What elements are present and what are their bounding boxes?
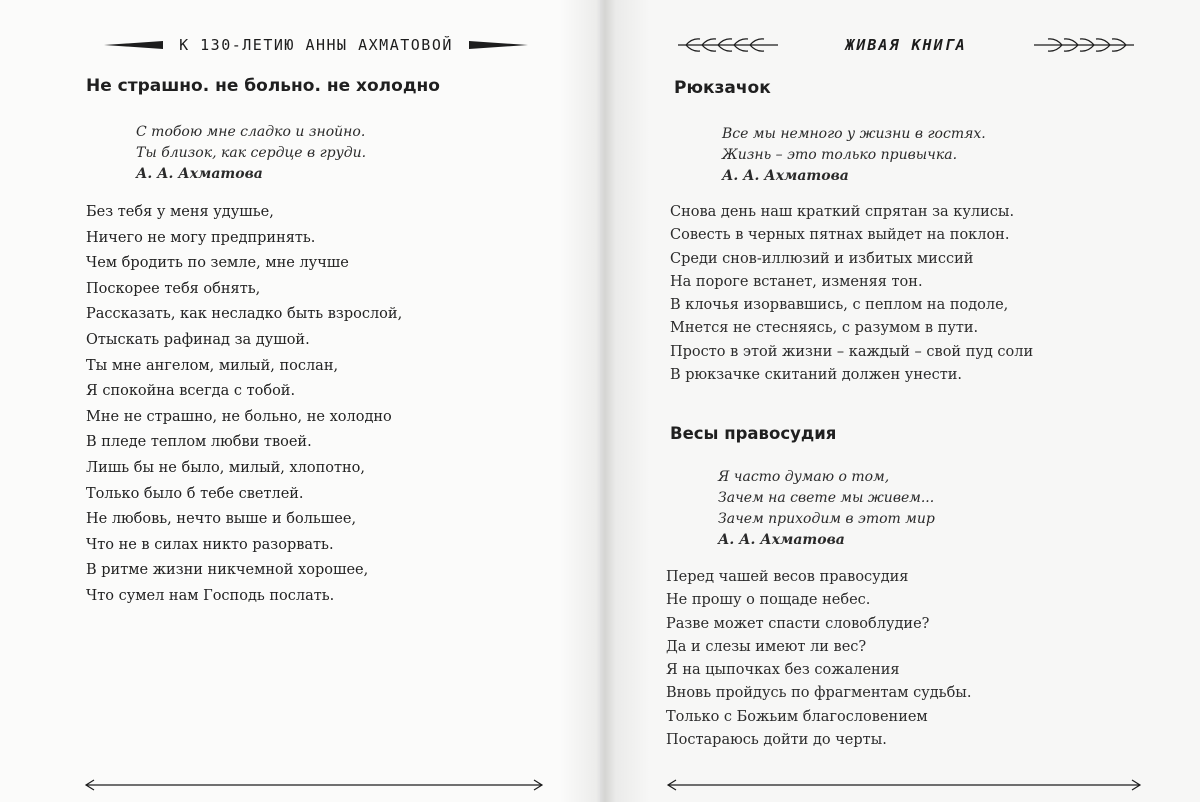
epigraph [718,467,935,551]
poem-line: На пороге встанет, изменяя тон. [670,273,923,290]
poem-line: Вновь пройдусь по фрагментам судьбы. [666,685,972,702]
poem-line: В ритме жизни никчемной хорошее, [86,562,369,579]
left-header-title: К 130-ЛЕТИЮ АННЫ АХМАТОВОЙ [179,36,453,54]
poem-line: Постараюсь дойти до черты. [666,732,887,749]
tapered-bar-right-icon [469,38,528,52]
epigraph-line: Ты близок, как сердце в груди. [136,145,367,161]
poem-line: Только с Божьим благословением [666,708,928,725]
poem-line: Что не в силах никто разорвать. [86,536,334,553]
poem-line: Мне не страшно, не больно, не холодно [86,408,392,425]
poem-line: Лишь бы не было, милый, хлопотно, [86,459,366,476]
poem-line: Перед чашей весов правосудия [666,569,909,585]
poem-line: Поскорее тебя обнять, [86,280,261,297]
epigraph-line: Жизнь – это только привычка. [722,147,958,163]
poem-line: Рассказать, как несладко быть взрослой, [86,306,403,323]
epigraph-line: Все мы немного у жизни в гостях. [722,126,986,142]
laurel-branch-right-icon [1032,36,1136,54]
poem-line: Снова день наш краткий спрятан за кулисы. [670,204,1015,220]
left-page-header [104,30,528,60]
poem-body [86,200,402,610]
poem-line: Что сумел нам Господь послать. [86,587,335,604]
poem-line: Я спокойна всегда с тобой. [86,383,296,400]
tapered-bar-left-icon [104,38,163,52]
poem-line: Чем бродить по земле, мне лучше [86,255,349,272]
poem-line: Не прошу о пощаде небес. [666,592,871,609]
epigraph [136,122,366,185]
epigraph-line: Зачем приходим в этот мир [718,511,935,527]
poem-line: В пледе теплом любви твоей. [86,434,312,451]
poem-title: Весы правосудия [670,424,837,443]
epigraph [722,124,986,187]
footer-double-arrow-icon [84,778,544,792]
footer-double-arrow-icon [666,778,1142,792]
poem-body [670,201,1033,387]
poem-line: В рюкзачке скитаний должен унести. [670,367,962,384]
poem-title: Рюкзачок [674,78,771,98]
poem-line: Только было б тебе светлей. [86,485,304,502]
poem-line: Просто в этой жизни – каждый – свой пуд соли [670,343,1034,360]
epigraph-author: А. А. Ахматова [136,166,263,182]
right-page-header [676,30,1136,60]
right-page [600,0,1200,802]
epigraph-author: А. А. Ахматова [722,168,849,184]
poem-line: Отыскать рафинад за душой. [86,331,310,348]
epigraph-author: А. А. Ахматова [718,532,845,548]
poem-line: Разве может спасти словоблудие? [666,615,930,632]
epigraph-line: Я часто думаю о том, [718,469,890,485]
laurel-branch-left-icon [676,36,780,54]
poem-line: Да и слезы имеют ли вес? [666,638,867,655]
poem-title: Не страшно. не больно. не холодно [86,76,440,96]
poem-line: Я на цыпочках без сожаления [666,662,900,679]
poem-line: Совесть в черных пятнах выйдет на поклон. [670,227,1010,244]
poem-line: Ничего не могу предпринять. [86,229,316,246]
epigraph-line: С тобою мне сладко и знойно. [136,124,366,140]
poem-line: Мнется не стесняясь, с разумом в пути. [670,320,979,337]
poem-line: Без тебя у меня удушье, [86,204,274,220]
poem-line: Не любовь, нечто выше и большее, [86,511,357,528]
poem-line: Среди снов-иллюзий и избитых миссий [670,250,974,267]
right-header-title: ЖИВАЯ КНИГА [845,36,967,54]
poem-body [666,566,971,752]
epigraph-line: Зачем на свете мы живем... [718,490,935,506]
poem-line: В клочья изорвавшись, с пеплом на подоле, [670,297,1009,314]
poem-line: Ты мне ангелом, милый, послан, [86,357,339,374]
